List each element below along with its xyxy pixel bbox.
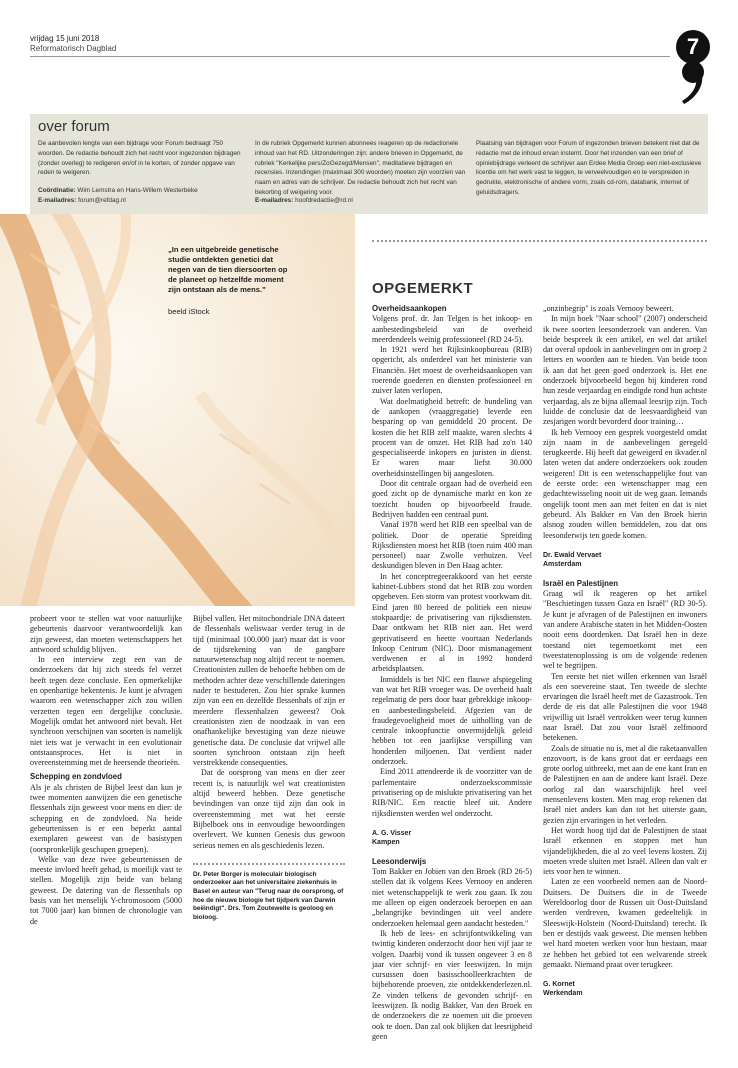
letter-paragraph: „onzinbegrip" is zoals Vernooy beweert. — [543, 304, 674, 313]
article-paragraph: probeert voor te stellen wat voor natuurlijke gebeurtenis daarvoor verantwoordelijk kan zijn geweest, dan moeten wetenschappers het antwoord schuldig blijven. — [30, 614, 182, 654]
forum-contacts — [38, 186, 248, 206]
letter-place: Werkendam — [543, 990, 583, 998]
letter-paragraph: In het conceptregeerakkoord van het eerste kabinet-Lubbers stond dat het RIB zou worden opgeheven. Een storm van protest voorkwam dit. Eind jaren 80 bereed de politiek een nieuw stokpaardje: de privatisering van rijksdiensten. Daar ontkwam het RIB niet aan. Het werd geprivatiseerd en heette voortaan Nederlands Inkoop Centrum (NIC). Door mismanagement verdwenen er al in 1992 honderd arbeidsplaatsen. — [372, 571, 532, 674]
opgemerkt-title: OPGEMERKT — [372, 280, 474, 297]
photo-credit: beeld iStock — [168, 307, 210, 316]
license-text: Plaatsing van bijdragen voor Forum of ingezonden brieven betekent niet dat de redactie met de inhoud ervan instemt. Door het inzenden van een brief of opiniebijdrage verleent de schrijver aan Erdee Media Groep een niet-exclusieve licentie om het werk vast te leggen, te verveelvoudigen en te verspreiden in gedrukte, elektronische of andere vorm, zoals cd-rom, databank, internet of geluidsdragers. — [476, 140, 702, 196]
article-paragraph: In een interview zegt een van de onderzoekers dat hij zich steeds fel verzet heeft tegen deze conclusie. Een opmerkelijke en openhartige bekentenis. Je kunt je afvragen waarom een wetenschapper zich zou willen verzetten tegen een dergelijke conclusie. Mogelijk omdat het antwoord niet bevalt. Het synchroon verschijnen van soorten is namelijk niet iets wat je verwacht in een evolutionair ontstaansproces. Het is niet in overeenstemming met de heersende theorieën. — [30, 655, 182, 768]
letter-paragraph: Vanaf 1978 werd het RIB een speelbal van de politiek. Door de operatie Spreiding Rijksdiensten moest het RIB (toen ruim 400 man personeel) naar Zwolle verhuizen. Veel deskundigen bleven in Den Haag achter. — [372, 520, 532, 571]
article-column-1 — [30, 614, 182, 927]
article-paragraph: Welke van deze twee gebeurtenissen de meeste invloed heeft gehad, is moeilijk vast te stellen. Mogelijk zijn beide van belang geweest. De datering van de flessenhals op basis van het menselijk Y-chromosoom (5000 tot 7000 jaar) kan binnen de chronologie van de — [30, 854, 182, 926]
article-column-2 — [193, 614, 345, 922]
letter-signature — [372, 829, 532, 847]
letter-author: G. Kornet — [543, 981, 575, 989]
letter-paragraph: Eind 2011 attendeerde ik de voorzitter van de parlementaire onderzoekscommissie privatisering op de mislukte privatisering van het RIB/NIC. Een reactie bleef uit. Andere rijksdiensten werden wel onderzocht. — [372, 767, 532, 818]
article-subheading: Schepping en zondvloed — [30, 772, 122, 782]
article-paragraph: Als je als christen de Bijbel leest dan kun je twee momenten aanwijzen die een genetische flessenhals zijn geweest voor mens en dier: de schepping en de zondvloed. Na beide gebeurtenissen is er een beperkt aantal exemplaren geweest van de basistypen (oorspronkelijk geschapen groepen). — [30, 782, 182, 854]
letter-paragraph: In 1921 werd het Rijksinkoopbureau (RIB) opgericht, als onderdeel van het ministerie van Financiën. Het moest de overheidsaankopen van roerende goederen en diensten professioneel en zuiver laten verlopen. — [372, 345, 532, 396]
letter-paragraph: Ik heb Vernooy een gesprek voorgesteld omdat zijn naam in de aanbevelingen geregeld terugkeerde. Hij heeft dat geweigerd en ikvader.nl laten weten dat andere onderzoekers ook zouden weigeren! Dit is een wetenschappelijke fout van de eerste orde: een wetenschapper mag een gedachtewisseling nooit uit de weg gaan. Iemands ongelijk toont men aan met feiten en dat is niet gebeurd. Als Bakker en Van den Broek hierin alsnog zouden willen bemiddelen, zou dat ons leesonderwijs ten goede komen. — [543, 427, 707, 540]
article-paragraph: Bijbel vallen. Het mitochondriale DNA dateert de flessenhals weliswaar verder terug in de tijd (minimaal 100.000 jaar) maar dat is voor de tijdsrekening van de gangbare natuurwetenschap nog altijd recent te noemen. Creationisten zullen de behoefte hebben om de methoden achter deze verschillende dateringen nader te bestuderen. Zou hier sprake kunnen zijn van een en dezelfde flessenhals of zijn er meerdere flessenhalzen geweest? Ook creationisten zien de noodzaak in van een onafhankelijke bevestiging van deze nieuwe genetische data. De conclusie dat vrijwel alle soorten synchroon ontstaan zijn heeft verstrekkende consequenties. — [193, 614, 345, 768]
coordination-label: Coördinatie: — [38, 187, 76, 194]
letter-paragraph: Wat doelmatigheid betreft: de bundeling van de aankopen (vraaggregatie) leverde een besparing op van gemiddeld 20 procent. De kosten die het RIB zelf maakte, waren slechts 4 procent van de omzet. Het RIB had zo'n 140 gespecialiseerde inkopers en juristen in dienst. Er waren maar liefst 30.000 overheidsinstellingen bij aangesloten. — [372, 396, 532, 478]
letters-column-1 — [372, 304, 532, 1042]
letter-paragraph: Tom Bakker en Jobien van den Broek (RD 26-5) stellen dat ik volgens Kees Vernooy en anderen niet wetenschappelijk te werk zou gaan. Ik zou me alleen op eigen onderzoek beroepen en aan „belangrijke bevindingen uit veel andere onderzoeken helemaal geen aandacht besteden." — [372, 867, 532, 928]
letter-heading: Leesonderwijs — [372, 856, 427, 866]
letter-place: Kampen — [372, 838, 400, 846]
letter-paragraph: Ten eerste het niet willen erkennen van Israël als een soevereine staat. Ten tweede de slechte ervaringen die Israël heeft met de Gazastrook. Ten derde de eis dat alle Palestijnen die voor 1948 vrijwillig uit Israël vertrokken weer terug kunnen naar Israël. Dat zou voor Israël zelfmoord betekenen. — [543, 671, 707, 743]
letter-signature — [543, 980, 707, 998]
opgemerkt-rules-text: In de rubriek Opgemerkt kunnen abonnees reageren op de redactionele inhoud van het RD. Uitzonderingen zijn: andere brieven in Opgemerkt, de rubriek "Kerkelijke pers/ZoGezegd/Mensen", meditatieve bijdragen en recensies. Inzendingen (maximaal 300 woorden) moeten zijn voorzien van naam en adres van de schrijver. De redactie behoudt zich het recht van bekorting of weigering voor. — [255, 140, 466, 196]
letter-signature — [543, 551, 707, 569]
letter-paragraph: Zoals de situatie nu is, met al die raketaanvallen enzovoort, is de kans groot dat er eerdaags een grote oorlog uitbreekt, met aan de ene kant Iran en de Palestijnen en aan de andere kant Israël. Deze oorlog zal dan waarschijnlijk heel veel mensenlevens kosten. Men mag erop rekenen dat Israël niet anders kan dan tot het uiterste gaan, gezien zijn ervaringen in het verleden. — [543, 743, 707, 825]
letter-heading: Israël en Palestijnen — [543, 578, 618, 588]
header-date: vrijdag 15 juni 2018 — [30, 34, 100, 43]
page-number: 7 — [676, 30, 710, 64]
letter-paragraph: Laten ze een voorbeeld nemen aan de Noord-Duitsers. De Duitsers die in de Tweede Wereldoorlog door de Russen uit Oost-Duitsland werden verdreven, kwamen gedeeltelijk in Sleeswijk-Holstein (Noord-Duitsland) terecht. Ik ben er destijds vaak geweest. Die mensen hebben wel hard moeten werken voor hun bestaan, maar ze hebben het gebied tot een welvarende streek gemaakt. Niemand praat over terugkeer. — [543, 877, 707, 969]
author-bio: Dr. Peter Borger is moleculair biologisch onderzoeker aan het universitaire ziekenhuis in Basel en auteur van "Terug naar de oorsprong, of hoe de nieuwe biologie het tijdperk van Darwin beëindigt". Drs. Tom Zoutewelle is geoloog en bioloog. — [193, 863, 345, 923]
coordination-names: Wim Lemstra en Hans-Willem Westerbeke — [77, 187, 198, 194]
letter-author: A. G. Visser — [372, 829, 412, 837]
header-divider — [30, 56, 670, 57]
email-label-2: E-mailadres: — [255, 197, 294, 204]
comma-logo-icon — [676, 60, 710, 106]
letter-paragraph: Graag wil ik reageren op het artikel "Beschietingen tussen Gaza en Israël" (RD 30-5). Je kunt je afvragen of de Palestijnen en inwoners van andere Arabische staten in het Midden-Oosten nooit eens doordenken. Dat Israël hen in deze toestand niet tegemoetkomt met een tweestatenoplossing is om de volgende redenen wel te begrijpen. — [543, 589, 707, 671]
letter-paragraph: Volgens prof. dr. Jan Telgen is het inkoop- en aanbestedingsbeleid van de overheid meerdendeels weinig professioneel (RD 24-5). — [372, 314, 532, 344]
photo-caption: „In een uitgebreide genetische studie ontdekten genetici dat negen van de tien diersoorten op de planeet op hetzelfde moment zijn ontstaan als de mens." — [168, 245, 288, 294]
article-paragraph: Dat de oorsprong van mens en dier zeer recent is, is natuurlijk wel wat creationisten altijd beweerd hebben. Deze genetische bevindingen van onze tijd zijn dan ook in overeenstemming met wat het eerste Bijbelboek ons in eenvoudige bewoordingen overlevert. We kunnen Genesis dus gewoon serieus nemen en als geschiedenis lezen. — [193, 768, 345, 850]
header-newspaper: Reformatorisch Dagblad — [30, 44, 117, 53]
forum-email-link[interactable]: forum@refdag.nl — [78, 196, 126, 204]
letter-heading: Overheidsaankopen — [372, 304, 447, 313]
letter-author: Dr. Ewald Vervaet — [543, 551, 602, 559]
letters-column-2 — [543, 304, 707, 998]
email-label: E-mailadres: — [38, 196, 77, 204]
forum-title: over forum — [38, 118, 110, 135]
letter-place: Amsterdam — [543, 560, 582, 568]
editorial-contact — [255, 196, 470, 206]
letter-paragraph: Het wordt hoog tijd dat de Palestijnen de staat Israël erkennen en stoppen met hun vijandelijkheden, die al zo veel levens kosten. Zij moeten vrede sluiten met Israël. Alleen dan valt er iets voor hen te winnen. — [543, 825, 707, 877]
letter-paragraph: Inmiddels is het NIC een flauwe afspiegeling van wat het RIB vroeger was. De overheid haalt regelmatig de pers door haar gebrekkige inkoop- en aanbestedingsbeleid. Afgezien van de fraudegevoeligheid moet de uitholling van de centrale inkoopfunctie onvermijdelijk geleid hebben tot een jaarlijkse verspilling van honderden miljoenen. Dat verdient nader onderzoek. — [372, 674, 532, 767]
editorial-email-link[interactable]: hoofdredactie@rd.nl — [295, 197, 353, 204]
opgemerkt-divider — [372, 240, 707, 242]
letter-paragraph: Ik heb de lees- en schrijfontwikkeling van twintig kinderen onderzocht door hen vijf jaar te volgen. Daarbij vond ik tussen ongeveer 3 en 8 jaar vier schrijf- en vier leeswijzen. In mijn cursussen doen basisschoolleerkrachten de bijbehorende proeven, zie ontdekkenderlezen.nl. Ze vinden telkens de gevonden schrijf- en leeswijzen. Ik nodig Bakker, Van den Broek en de onderzoekers die ze noemen uit die proeven ook te doen. Dan zal ook blijken dat leesrijpheid geen — [372, 928, 532, 1041]
letter-paragraph: In mijn boek "Naar school" (2007) onderscheid ik twee soorten leesonderzoek van anderen. Van beide bespreek ik een artikel, en wel dat artikel dat overal opdook in aanbevelingen om in groep 2 letters en woorden aan te bieden. Van beide toon ik aan dat het geen goed onderzoek is. Het ene onderzoek bijvoorbeeld begon bij kinderen rond hun zesde verjaardag en eindigde rond hun achtste verjaardag, als ze bijna allemaal leesrijp zijn. Toch luidde de conclusie dat de leesvaardigheid van zesjarigen wordt bevorderd door training… — [543, 314, 708, 427]
forum-guidelines-text: De aanbevolen lengte van een bijdrage voor Forum bedraagt 750 woorden. De redactie behoudt zich het recht voor ingezonden bijdragen (zonder overleg) te redigeren en/of in te korten, of zonder opgave van reden te weigeren. — [38, 140, 241, 177]
letter-paragraph: Door dit centrale orgaan had de overheid een goed zicht op de dynamische markt en kon ze toezicht houden op bijvoorbeeld fraude. Bedrijven hadden een centraal punt. — [372, 479, 532, 519]
